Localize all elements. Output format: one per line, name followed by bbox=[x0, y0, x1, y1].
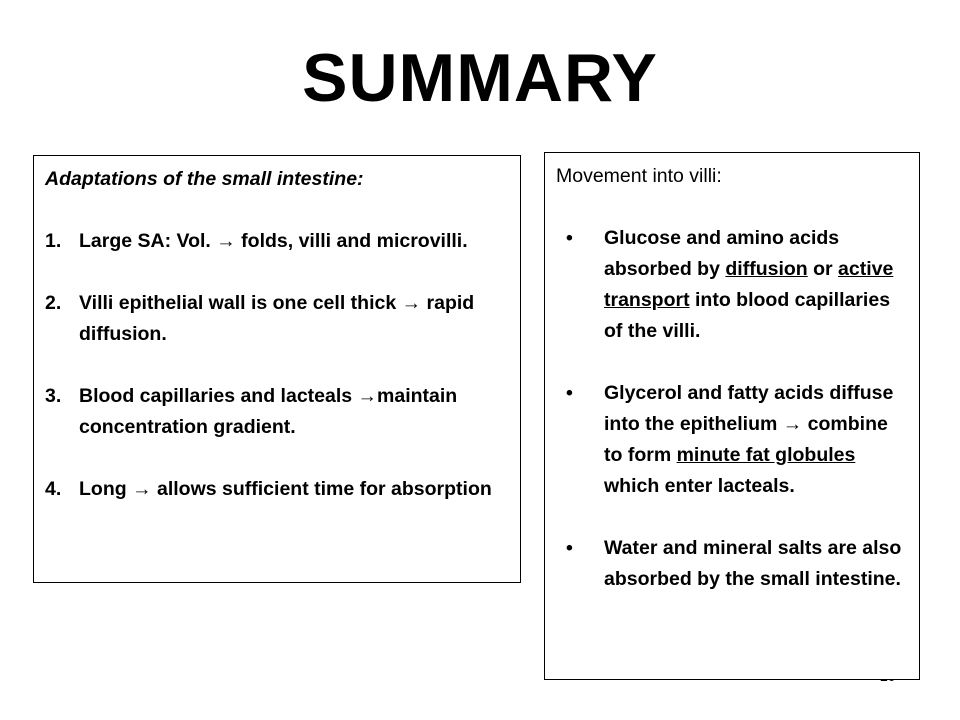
arrow-icon: → bbox=[216, 230, 236, 252]
item-number: 1. bbox=[45, 230, 62, 252]
item-number: 3. bbox=[45, 385, 62, 407]
item-text: maintain concentration gradient. bbox=[79, 385, 458, 438]
adaptation-item-2 bbox=[45, 288, 510, 350]
adaptations-heading: Adaptations of the small intestine: bbox=[45, 168, 364, 190]
villi-movement-box bbox=[544, 152, 920, 680]
underlined-term: active transport bbox=[604, 258, 894, 311]
bullet-text: Glucose and amino acids absorbed by bbox=[604, 227, 840, 280]
adaptation-item-3 bbox=[45, 381, 510, 443]
item-text: Large SA: Vol. bbox=[79, 230, 217, 252]
item-text: folds, villi and microvilli. bbox=[235, 230, 468, 252]
slide-title: SUMMARY bbox=[302, 40, 658, 116]
bullet-text: combine to form bbox=[604, 413, 888, 466]
bullet-text: Water and mineral salts are also absorbed by the small intestine. bbox=[604, 537, 902, 590]
item-text: Long bbox=[79, 478, 133, 500]
arrow-icon: → bbox=[357, 385, 378, 407]
underlined-term: diffusion bbox=[725, 258, 808, 280]
bullet-text: Glycerol and fatty acids diffuse into the epithelium bbox=[604, 382, 894, 435]
villi-bullet-3 bbox=[556, 533, 909, 595]
adaptation-item-1 bbox=[45, 226, 510, 257]
adaptation-item-4 bbox=[45, 474, 510, 505]
villi-bullet-2 bbox=[556, 378, 909, 502]
item-text: allows sufficient time for absorption bbox=[151, 478, 492, 500]
item-number: 2. bbox=[45, 292, 62, 314]
bullet-icon: • bbox=[566, 227, 573, 249]
villi-bullet-1 bbox=[556, 223, 909, 347]
villi-movement-heading: Movement into villi: bbox=[556, 165, 722, 187]
item-text: rapid diffusion. bbox=[79, 292, 475, 345]
adaptations-box bbox=[33, 155, 521, 583]
underlined-term: minute fat globules bbox=[676, 444, 856, 466]
item-text: Blood capillaries and lacteals bbox=[79, 385, 358, 407]
bullet-text: or bbox=[807, 258, 839, 280]
arrow-icon: → bbox=[782, 413, 803, 435]
arrow-icon: → bbox=[132, 478, 152, 500]
bullet-text: into blood capillaries of the villi. bbox=[604, 289, 891, 342]
bullet-icon: • bbox=[566, 382, 573, 404]
bullet-icon: • bbox=[566, 537, 573, 559]
item-text: Villi epithelial wall is one cell thick bbox=[79, 292, 402, 314]
arrow-icon: → bbox=[401, 292, 422, 314]
item-number: 4. bbox=[45, 478, 62, 500]
bullet-text: which enter lacteals. bbox=[604, 475, 795, 497]
